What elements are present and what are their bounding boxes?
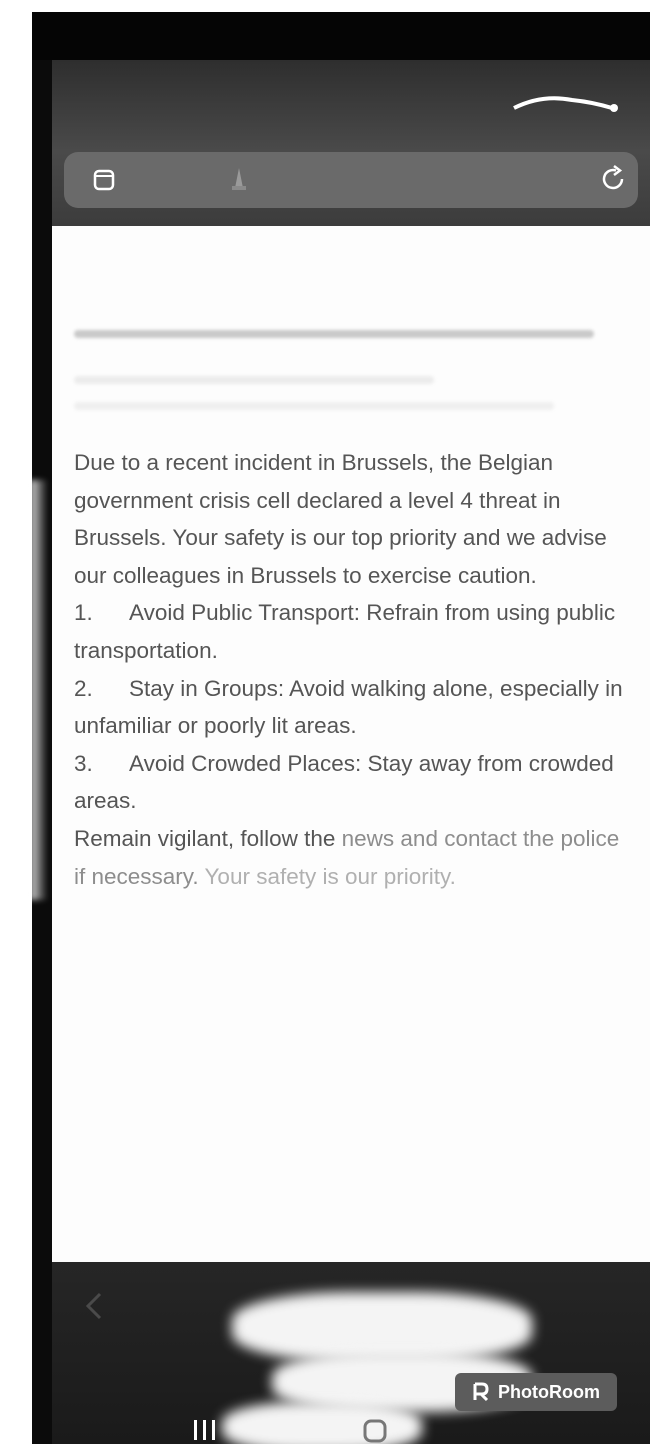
closing-text-part2: news and contact the police if necessary. — [74, 825, 620, 889]
list-item — [74, 670, 634, 745]
list-item-number: 1. — [74, 600, 93, 626]
photoroom-watermark — [455, 1373, 617, 1411]
message-body — [74, 444, 634, 895]
address-bar[interactable] — [64, 152, 638, 208]
list-item-text: Stay in Groups: Avoid walking alone, especially in unfamiliar or poorly lit areas. — [74, 675, 623, 739]
blurred-email-header — [74, 276, 614, 426]
list-item — [74, 594, 634, 669]
photoroom-logo-icon — [472, 1382, 490, 1402]
list-item — [74, 745, 634, 820]
list-item-number: 2. — [74, 675, 93, 701]
lock-icon — [228, 164, 250, 194]
browser-toolbar — [52, 60, 650, 226]
system-nav-bar — [52, 1408, 650, 1456]
list-item-text: Avoid Crowded Places: Stay away from crowded areas. — [74, 750, 614, 814]
closing-text-part1: Remain vigilant, follow the — [74, 825, 342, 851]
message-intro: Due to a recent incident in Brussels, the Belgian government crisis cell declared a level 4 threat in Brussels. Your safety is our top priority and we advise our colleagues in Brussels to exercise caution. — [74, 450, 607, 588]
watermark-label: PhotoRoom — [498, 1381, 600, 1402]
back-icon[interactable] — [82, 1290, 106, 1322]
message-closing — [74, 820, 634, 895]
image-glare — [30, 480, 48, 900]
reload-icon[interactable] — [598, 164, 628, 194]
closing-text-part3: Your safety is our priority. — [204, 863, 456, 889]
status-bar-icons — [512, 94, 622, 112]
top-bezel — [32, 12, 650, 60]
page-content — [52, 226, 650, 1262]
list-item-text: Avoid Public Transport: Refrain from using public transportation. — [74, 600, 616, 663]
tabs-icon[interactable] — [92, 166, 116, 192]
list-item-number: 3. — [74, 750, 93, 776]
home-icon[interactable] — [362, 1418, 388, 1444]
recents-icon[interactable] — [192, 1418, 218, 1442]
phone-frame — [32, 12, 650, 1444]
